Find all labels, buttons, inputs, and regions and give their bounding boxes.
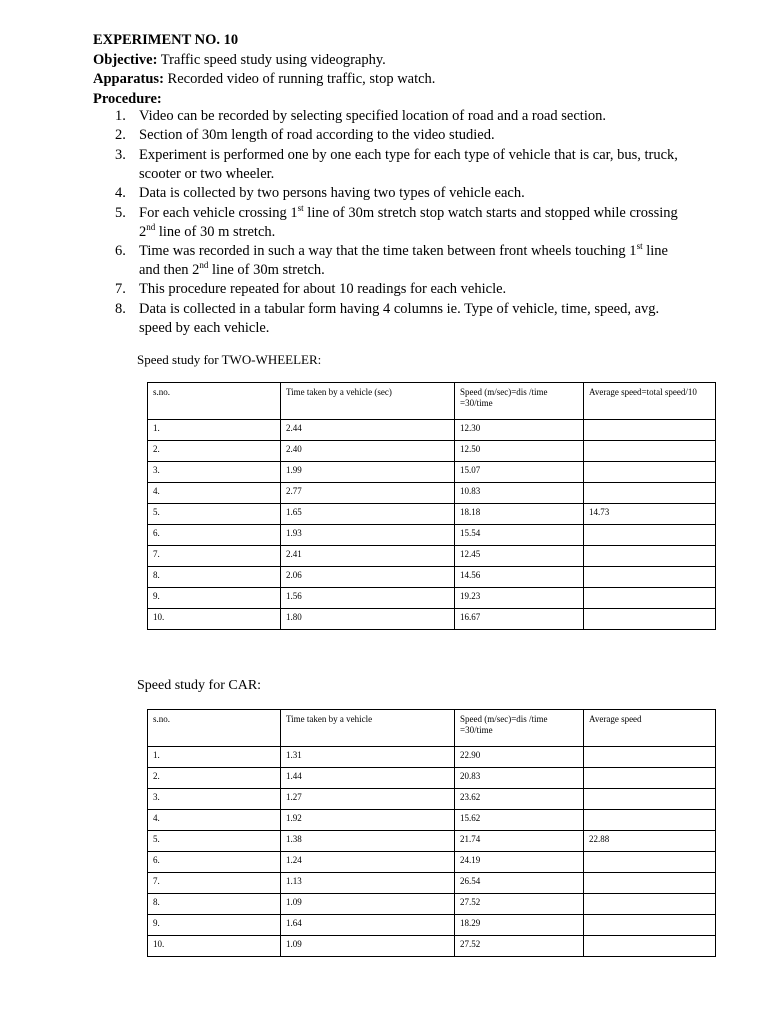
table-row: [148, 504, 716, 525]
table-cell: 1.24: [281, 852, 455, 873]
procedure-step-text: For each vehicle crossing 1st line of 30m stretch stop watch starts and stopped while crossing 2nd line of 30 m stretch.: [139, 203, 678, 240]
procedure-step-text: Data is collected in a tabular form having 4 columns ie. Type of vehicle, time, speed, avg. speed by each vehicle.: [139, 301, 660, 336]
table-row: [148, 546, 716, 567]
table-header-cell: Speed (m/sec)=dis /time =30/time: [455, 383, 584, 420]
table-cell: 4.: [148, 810, 281, 831]
table-cell: 1.: [148, 420, 281, 441]
table-cell: [584, 420, 716, 441]
table-cell: [584, 483, 716, 504]
table-cell: [584, 810, 716, 831]
table-cell: 6.: [148, 852, 281, 873]
table-cell: 18.29: [455, 915, 584, 936]
two-wheeler-caption: Speed study for TWO-WHEELER:: [137, 352, 322, 367]
table-cell: 7.: [148, 873, 281, 894]
table-row: [148, 852, 716, 873]
table-cell: 15.54: [455, 525, 584, 546]
table-cell: 18.18: [455, 504, 584, 525]
table-header-cell: s.no.: [148, 383, 281, 420]
table-row: [148, 831, 716, 852]
table-row: [148, 810, 716, 831]
table-cell: 1.92: [281, 810, 455, 831]
apparatus-text: Recorded video of running traffic, stop watch.: [167, 71, 436, 87]
table-row: [148, 441, 716, 462]
table-cell: 2.41: [281, 546, 455, 567]
table-cell: 27.52: [455, 894, 584, 915]
table-row: [148, 873, 716, 894]
table-header-cell: Average speed: [584, 710, 716, 747]
table-cell: 9.: [148, 588, 281, 609]
table-cell: 10.: [148, 609, 281, 630]
table-cell: [584, 873, 716, 894]
table-cell: 5.: [148, 504, 281, 525]
procedure-step-number: 5.: [115, 205, 126, 221]
table-cell: 2.44: [281, 420, 455, 441]
table-cell: 6.: [148, 525, 281, 546]
table-cell: 2.77: [281, 483, 455, 504]
table-cell: [584, 936, 716, 957]
table-cell: 22.90: [455, 747, 584, 768]
two-wheeler-table-body: [148, 383, 716, 630]
table-row: [148, 420, 716, 441]
table-cell: 1.56: [281, 588, 455, 609]
table-cell: [584, 747, 716, 768]
table-cell: 1.44: [281, 768, 455, 789]
table-cell: 1.80: [281, 609, 455, 630]
table-cell: 3.: [148, 462, 281, 483]
table-cell: [584, 588, 716, 609]
table-cell: 9.: [148, 915, 281, 936]
table-cell: 27.52: [455, 936, 584, 957]
table-cell: 3.: [148, 789, 281, 810]
table-cell: 1.38: [281, 831, 455, 852]
table-cell: [584, 768, 716, 789]
table-cell: 1.31: [281, 747, 455, 768]
table-row: [148, 894, 716, 915]
table-header-cell: Time taken by a vehicle (sec): [281, 383, 455, 420]
table-cell: 15.62: [455, 810, 584, 831]
table-row: [148, 936, 716, 957]
table-cell: 26.54: [455, 873, 584, 894]
table-cell: 1.09: [281, 894, 455, 915]
procedure-step-number: 7.: [115, 281, 126, 297]
table-cell: 7.: [148, 546, 281, 567]
table-cell: 21.74: [455, 831, 584, 852]
table-cell: 1.99: [281, 462, 455, 483]
table-row: [148, 483, 716, 504]
car-table-body: [148, 710, 716, 957]
table-header-cell: Average speed=total speed/10: [584, 383, 716, 420]
table-row: [148, 747, 716, 768]
table-cell: [584, 546, 716, 567]
experiment-title: EXPERIMENT NO. 10: [93, 32, 239, 48]
table-header-cell: Time taken by a vehicle: [281, 710, 455, 747]
table-cell: 10.: [148, 936, 281, 957]
table-cell: 2.40: [281, 441, 455, 462]
table-row: [148, 462, 716, 483]
objective-text: Traffic speed study using videography.: [160, 52, 386, 68]
procedure-step-text: Experiment is performed one by one each type for each type of vehicle that is car, bus, truck, scooter or two wheeler.: [139, 147, 678, 182]
table-cell: 1.27: [281, 789, 455, 810]
table-cell: 2.06: [281, 567, 455, 588]
table-cell: 20.83: [455, 768, 584, 789]
table-cell: [584, 789, 716, 810]
table-row: [148, 525, 716, 546]
two-wheeler-table: [147, 382, 716, 630]
table-cell: 1.65: [281, 504, 455, 525]
table-cell: 14.73: [584, 504, 716, 525]
table-cell: 14.56: [455, 567, 584, 588]
table-cell: [584, 852, 716, 873]
apparatus-line: [93, 70, 435, 89]
table-row: [148, 609, 716, 630]
table-cell: 1.13: [281, 873, 455, 894]
objective-label: Objective:: [93, 52, 158, 68]
table-cell: 8.: [148, 567, 281, 588]
table-cell: 12.45: [455, 546, 584, 567]
table-cell: 1.09: [281, 936, 455, 957]
table-cell: 5.: [148, 831, 281, 852]
table-cell: 12.30: [455, 420, 584, 441]
table-cell: [584, 894, 716, 915]
table-cell: 15.07: [455, 462, 584, 483]
table-cell: 8.: [148, 894, 281, 915]
procedure-step-number: 8.: [115, 301, 126, 317]
car-table: [147, 709, 716, 957]
table-cell: 24.19: [455, 852, 584, 873]
table-header-cell: Speed (m/sec)=dis /time =30/time: [455, 710, 584, 747]
table-cell: 19.23: [455, 588, 584, 609]
car-caption: Speed study for CAR:: [137, 678, 262, 693]
apparatus-label: Apparatus:: [93, 71, 164, 87]
procedure-step-number: 4.: [115, 185, 126, 201]
procedure-step-text: Section of 30m length of road according to the video studied.: [139, 127, 495, 143]
table-cell: 23.62: [455, 789, 584, 810]
table-cell: 4.: [148, 483, 281, 504]
table-cell: [584, 525, 716, 546]
procedure-step-number: 6.: [115, 243, 126, 259]
table-cell: 10.83: [455, 483, 584, 504]
table-cell: 2.: [148, 768, 281, 789]
procedure-step-number: 1.: [115, 108, 126, 124]
table-cell: 1.64: [281, 915, 455, 936]
procedure-step-text: Time was recorded in such a way that the time taken between front wheels touching 1st line and then 2nd line of 30m stretch.: [139, 241, 668, 278]
table-cell: [584, 609, 716, 630]
table-cell: 1.93: [281, 525, 455, 546]
table-cell: [584, 462, 716, 483]
table-row: [148, 768, 716, 789]
procedure-step-text: This procedure repeated for about 10 readings for each vehicle.: [139, 281, 507, 297]
procedure-step-number: 3.: [115, 147, 126, 163]
procedure-step-number: 2.: [115, 127, 126, 143]
table-header-row: [148, 710, 716, 747]
procedure-step-text: Data is collected by two persons having two types of vehicle each.: [139, 185, 525, 201]
table-cell: [584, 915, 716, 936]
procedure-step-text: Video can be recorded by selecting specified location of road and a road section.: [139, 108, 606, 124]
table-cell: 12.50: [455, 441, 584, 462]
table-header-row: [148, 383, 716, 420]
objective-line: [93, 51, 386, 70]
table-cell: 2.: [148, 441, 281, 462]
table-cell: [584, 567, 716, 588]
table-cell: [584, 441, 716, 462]
table-cell: 22.88: [584, 831, 716, 852]
table-row: [148, 567, 716, 588]
table-row: [148, 588, 716, 609]
table-row: [148, 789, 716, 810]
table-row: [148, 915, 716, 936]
table-cell: 1.: [148, 747, 281, 768]
procedure-label: Procedure:: [93, 91, 162, 107]
table-header-cell: s.no.: [148, 710, 281, 747]
table-cell: 16.67: [455, 609, 584, 630]
